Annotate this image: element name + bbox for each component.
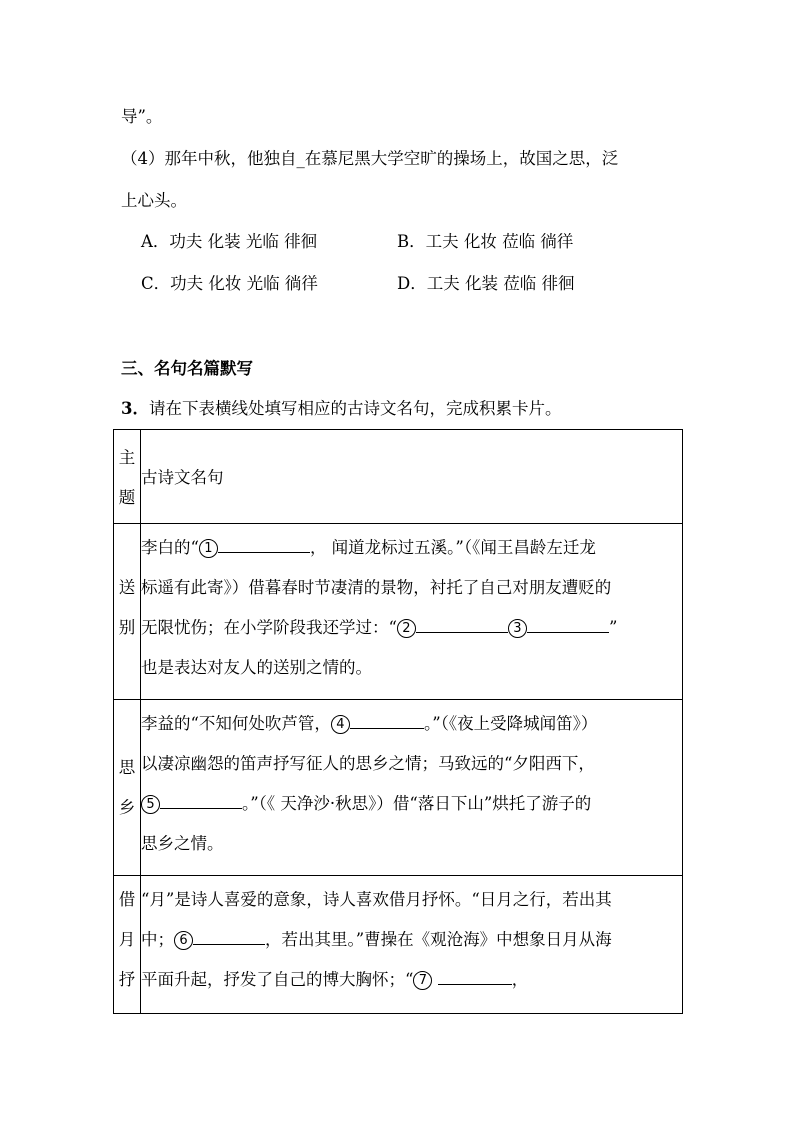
text-segment: 李白的“ <box>141 538 199 557</box>
answer-blank-4[interactable] <box>350 708 424 729</box>
text-line <box>141 920 682 960</box>
table-row-homesick <box>114 700 683 876</box>
content-header-label: 古诗文名句 <box>141 468 224 487</box>
content-cell-moon <box>141 876 683 1014</box>
text-segment: ， 闻道龙标过五溪。”（《闻王昌龄左迁龙 <box>309 538 596 557</box>
theme-cell-farewell <box>114 524 141 700</box>
question-4-line2: 上心头。 <box>121 191 187 210</box>
text-line <box>141 784 682 824</box>
theme-char: 思 <box>118 758 136 777</box>
text-segment: ， <box>511 970 529 989</box>
text-segment: ” <box>608 618 618 637</box>
theme-cell-homesick <box>114 700 141 876</box>
theme-header-char: 题 <box>118 488 136 507</box>
theme-cell-moon <box>114 876 141 1014</box>
blank-number-7: 7 <box>413 971 432 990</box>
question-4-line1: （4）那年中秋，他独自_在慕尼黑大学空旷的操场上，故国之思，泛 <box>121 149 619 168</box>
answer-blank-6[interactable] <box>193 924 265 945</box>
text-line: 思乡之情。 <box>141 834 224 853</box>
text-line <box>141 704 682 744</box>
theme-header-char: 主 <box>118 448 136 467</box>
option-b: B．工夫 化妆 莅临 徜徉 <box>397 232 574 251</box>
content-header-cell <box>141 430 683 524</box>
question-3-text: 请在下表横线处填写相应的古诗文名句，完成积累卡片。 <box>148 399 562 418</box>
text-line: 标遥有此寄》）借暮春时节凄清的景物，衬托了自己对朋友遭贬的 <box>141 578 612 597</box>
text-segment: 李益的“不知何处吹芦管， <box>141 714 331 733</box>
blank-number-4: 4 <box>331 715 350 734</box>
blank-number-1: 1 <box>199 539 218 558</box>
option-c: C．功夫 化妆 光临 徜徉 <box>141 274 318 293</box>
text-segment: ，若出其里。”曹操在《观沧海》中想象日月从海 <box>265 930 612 949</box>
question-3-number: 3． <box>121 399 149 418</box>
answer-blank-5[interactable] <box>160 788 242 809</box>
question-3 <box>121 397 561 421</box>
text-segment: 平面升起，抒发了自己的博大胸怀；“ <box>141 970 414 989</box>
text-line: 以凄凉幽怨的笛声抒写征人的思乡之情；马致远的“夕阳西下， <box>141 754 595 773</box>
text-segment: 。”（《 天净沙·秋思》）借“落日下山”烘托了游子的 <box>242 794 592 813</box>
option-a: A．功夫 化装 光临 徘徊 <box>141 232 318 251</box>
content-cell-farewell <box>141 524 683 700</box>
text-segment: 无限忧伤；在小学阶段我还学过：“ <box>141 618 397 637</box>
theme-header-cell <box>114 430 141 524</box>
text-line: 也是表达对友人的送别之情的。 <box>141 658 372 677</box>
table-row-farewell <box>114 524 683 700</box>
answer-blank-1[interactable] <box>218 532 310 553</box>
answer-blank-3[interactable] <box>527 612 609 633</box>
theme-char: 月 <box>118 930 136 949</box>
text-line <box>141 608 682 648</box>
text-line: “月”是诗人喜爱的意象，诗人喜欢借月抒怀。“日月之行，若出其 <box>141 890 612 909</box>
section-title: 三、名句名篇默写 <box>121 359 253 378</box>
table-row-moon <box>114 876 683 1014</box>
theme-char: 别 <box>118 618 136 637</box>
text-segment: 中； <box>141 930 174 949</box>
previous-text-line: 导”。 <box>121 107 163 126</box>
table-header-row <box>114 430 683 524</box>
text-line <box>141 960 682 1000</box>
option-d: D．工夫 化装 莅临 徘徊 <box>397 274 575 293</box>
theme-char: 送 <box>118 578 136 597</box>
theme-char: 乡 <box>118 798 136 817</box>
theme-char: 抒 <box>118 970 136 989</box>
blank-number-3: 3 <box>508 619 527 638</box>
text-segment: 。”（《夜上受降城闻笛》） <box>423 714 598 733</box>
blank-number-2: 2 <box>397 619 416 638</box>
content-cell-homesick <box>141 700 683 876</box>
blank-number-5: 5 <box>141 795 160 814</box>
answer-blank-7[interactable] <box>438 964 512 985</box>
accumulation-card-table <box>113 429 683 1014</box>
blank-number-6: 6 <box>174 931 193 950</box>
theme-char: 借 <box>118 890 136 909</box>
text-line <box>141 528 682 568</box>
answer-blank-2[interactable] <box>416 612 508 633</box>
